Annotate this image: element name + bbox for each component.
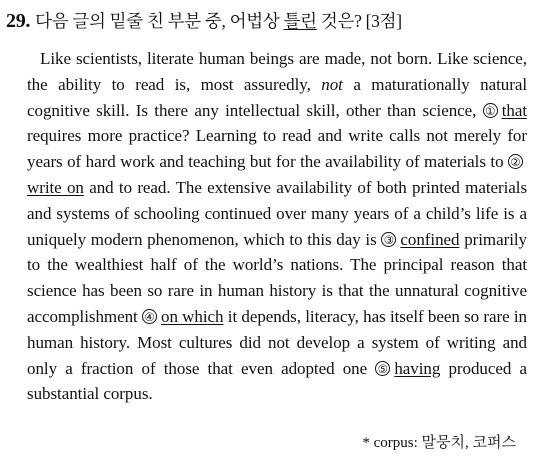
underlined-choice-5: having bbox=[394, 358, 441, 378]
question-prompt-tail: 것은? [3점] bbox=[320, 11, 402, 31]
passage-italic-not: not bbox=[321, 74, 343, 94]
passage-text: it depends, literacy, has itself been so rare in human history. Most cultures did not develop a system of writing and only a fraction of those that even adopted one bbox=[27, 306, 527, 378]
choice-marker-2: ② bbox=[508, 154, 523, 169]
choice-marker-5: ⑤ bbox=[375, 361, 390, 376]
passage-text: and to read. The extensive availability of both printed materials and systems of schooling continued over many years of a child’s life is a uniquely modern phenomenon, which to this day is bbox=[27, 177, 528, 249]
question-prompt-underlined: 틀린 bbox=[283, 11, 317, 31]
choice-marker-4: ④ bbox=[142, 309, 157, 324]
underlined-choice-4: on which bbox=[161, 306, 224, 326]
underlined-choice-1: that bbox=[501, 100, 527, 120]
passage-text: produced a substantial corpus. bbox=[27, 358, 527, 404]
choice-marker-1: ① bbox=[483, 103, 498, 118]
footnote: * corpus: 말뭉치, 코퍼스 bbox=[362, 435, 516, 451]
question-prompt: 다음 글의 밑줄 친 부분 중, 어법상 bbox=[35, 11, 280, 31]
passage-text: a maturationally natural cognitive skill. Is there any intellectual skill, other than science, bbox=[27, 74, 528, 120]
underlined-choice-3: confined bbox=[400, 229, 460, 249]
question-number: 29. bbox=[6, 10, 31, 32]
choice-marker-3: ③ bbox=[381, 232, 396, 247]
passage bbox=[27, 46, 527, 407]
underlined-choice-2: write on bbox=[27, 177, 84, 197]
question-header bbox=[6, 8, 402, 34]
passage-text: requires more practice? Learning to read and write calls not merely for years of hard work and teaching but for the availability of materials to bbox=[27, 126, 527, 172]
passage-text: Like scientists, literate human beings are made, not born. Like science, the ability to read is, most assuredly, bbox=[27, 49, 527, 94]
passage-text: primarily to the wealthiest half of the world’s nations. The principal reason that science has been so rare in human history is that the unnatural cognitive accomplishment bbox=[27, 229, 527, 326]
